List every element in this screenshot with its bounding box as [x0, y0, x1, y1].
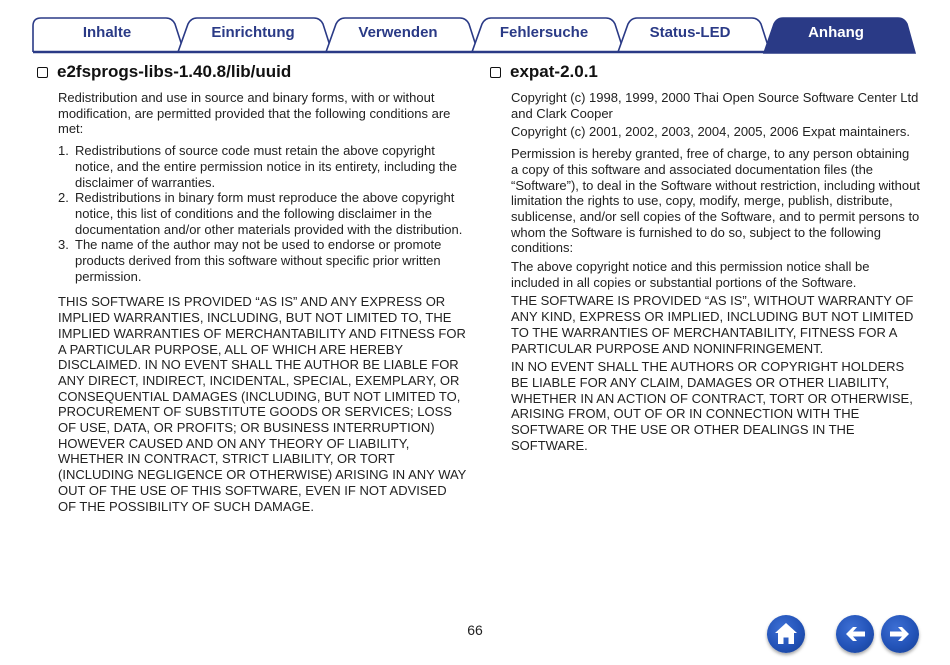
list-item-number: 1. — [58, 143, 69, 159]
left-column — [37, 60, 467, 517]
tab-inhalte[interactable]: Inhalte — [82, 24, 132, 41]
tab-bar — [0, 0, 950, 56]
license-body — [58, 90, 467, 514]
list-item-text: Redistributions of source code must retain the above copyright notice, and the entire permission notice in its entirety, including the disclaimer of warranties. — [75, 143, 458, 190]
tab-status-led[interactable]: Status-LED — [649, 24, 731, 41]
right-column — [490, 60, 920, 456]
page-number: 66 — [467, 622, 483, 638]
home-icon — [767, 615, 805, 653]
list-item — [58, 237, 467, 284]
liability-paragraph: IN NO EVENT SHALL THE AUTHORS OR COPYRIGHT HOLDERS BE LIABLE FOR ANY CLAIM, DAMAGES OR OTHER LIABILITY, WHETHER IN AN ACTION OF CONTRACT, TORT OR OTHERWISE, ARISING FROM, OUT OF OR IN CONNECTION WITH THE SOFTWARE OR THE USE OR OTHER DEALINGS IN THE SOFTWARE. — [511, 359, 913, 453]
section-bullet-icon — [37, 67, 48, 78]
tab-verwenden[interactable]: Verwenden — [358, 24, 438, 41]
notice-paragraph: The above copyright notice and this permission notice shall be included in all copies or substantial portions of the Software. — [511, 259, 870, 290]
disclaimer-paragraph: THIS SOFTWARE IS PROVIDED “AS IS” AND ANY EXPRESS OR IMPLIED WARRANTIES, INCLUDING, BUT NOT LIMITED TO, THE IMPLIED WARRANTIES OF MERCHANTABILITY AND FITNESS FOR A PARTICULAR PURPOSE, ALL OF WHICH ARE HEREBY DISCLAIMED. IN NO EVENT SHALL THE AUTHOR BE LIABLE FOR ANY DIRECT, INDIRECT, INCIDENTAL, SPECIAL, EXEMPLARY, OR CONSEQUENTIAL DAMAGES (INCLUDING, BUT NOT LIMITED TO, PROCUREMENT OF SUBSTITUTE GOODS OR SERVICES; LOSS OF USE, DATA, OR PROFITS; OR BUSINESS INTERRUPTION) HOWEVER CAUSED AND ON ANY THEORY OF LIABILITY, WHETHER IN CONTRACT, STRICT LIABILITY, OR TORT (INCLUDING NEGLIGENCE OR OTHERWISE) ARISING IN ANY WAY OUT OF THE USE OF THIS SOFTWARE, EVEN IF NOT ADVISED OF THE POSSIBILITY OF SUCH DAMAGE. — [58, 294, 467, 514]
section-bullet-icon — [490, 67, 501, 78]
copyright-line-2: Copyright (c) 2001, 2002, 2003, 2004, 2005, 2006 Expat maintainers. — [511, 124, 910, 140]
arrow-right-icon — [881, 615, 919, 653]
previous-page-button[interactable] — [836, 615, 874, 653]
list-item-number: 3. — [58, 237, 69, 253]
next-page-button[interactable] — [881, 615, 919, 653]
list-item-text: Redistributions in binary form must reproduce the above copyright notice, this list of conditions and the following disclaimer in the documentation and/or other materials provided with the distribution. — [75, 190, 463, 237]
tab-anhang[interactable]: Anhang — [808, 24, 864, 41]
conditions-list — [58, 143, 467, 284]
list-item — [58, 190, 467, 237]
section-heading-e2fsprogs — [37, 60, 467, 84]
copyright-line-1: Copyright (c) 1998, 1999, 2000 Thai Open Source Software Center Ltd and Clark Cooper — [511, 90, 919, 121]
warranty-paragraph: THE SOFTWARE IS PROVIDED “AS IS”, WITHOUT WARRANTY OF ANY KIND, EXPRESS OR IMPLIED, INCLUDING BUT NOT LIMITED TO THE WARRANTIES OF MERCHANTABILITY, FITNESS FOR A PARTICULAR PURPOSE AND NONINFRINGEMENT. — [511, 293, 914, 356]
tab-einrichtung[interactable]: Einrichtung — [211, 24, 295, 41]
list-item-number: 2. — [58, 190, 69, 206]
intro-paragraph: Redistribution and use in source and binary forms, with or without modification, are permitted provided that the following conditions are met: — [58, 90, 451, 137]
list-item-text: The name of the author may not be used to endorse or promote products derived from this software without specific prior written permission. — [75, 237, 442, 284]
arrow-left-icon — [836, 615, 874, 653]
tab-fehlersuche[interactable]: Fehlersuche — [499, 24, 589, 41]
list-item — [58, 143, 467, 190]
permission-paragraph: Permission is hereby granted, free of charge, to any person obtaining a copy of this software and associated documentation files (the “Software”), to deal in the Software without restriction, including without limitation the rights to use, copy, modify, merge, publish, distribute, sublicense, and/or sell copies of the Software, and to permit persons to whom the Software is furnished to do so, subject to the following conditions: — [511, 146, 920, 256]
section-title: e2fsprogs-libs-1.40.8/lib/uuid — [57, 62, 292, 82]
license-body — [511, 90, 920, 453]
section-title: expat-2.0.1 — [510, 62, 598, 82]
section-heading-expat — [490, 60, 920, 84]
home-button[interactable] — [767, 615, 805, 653]
